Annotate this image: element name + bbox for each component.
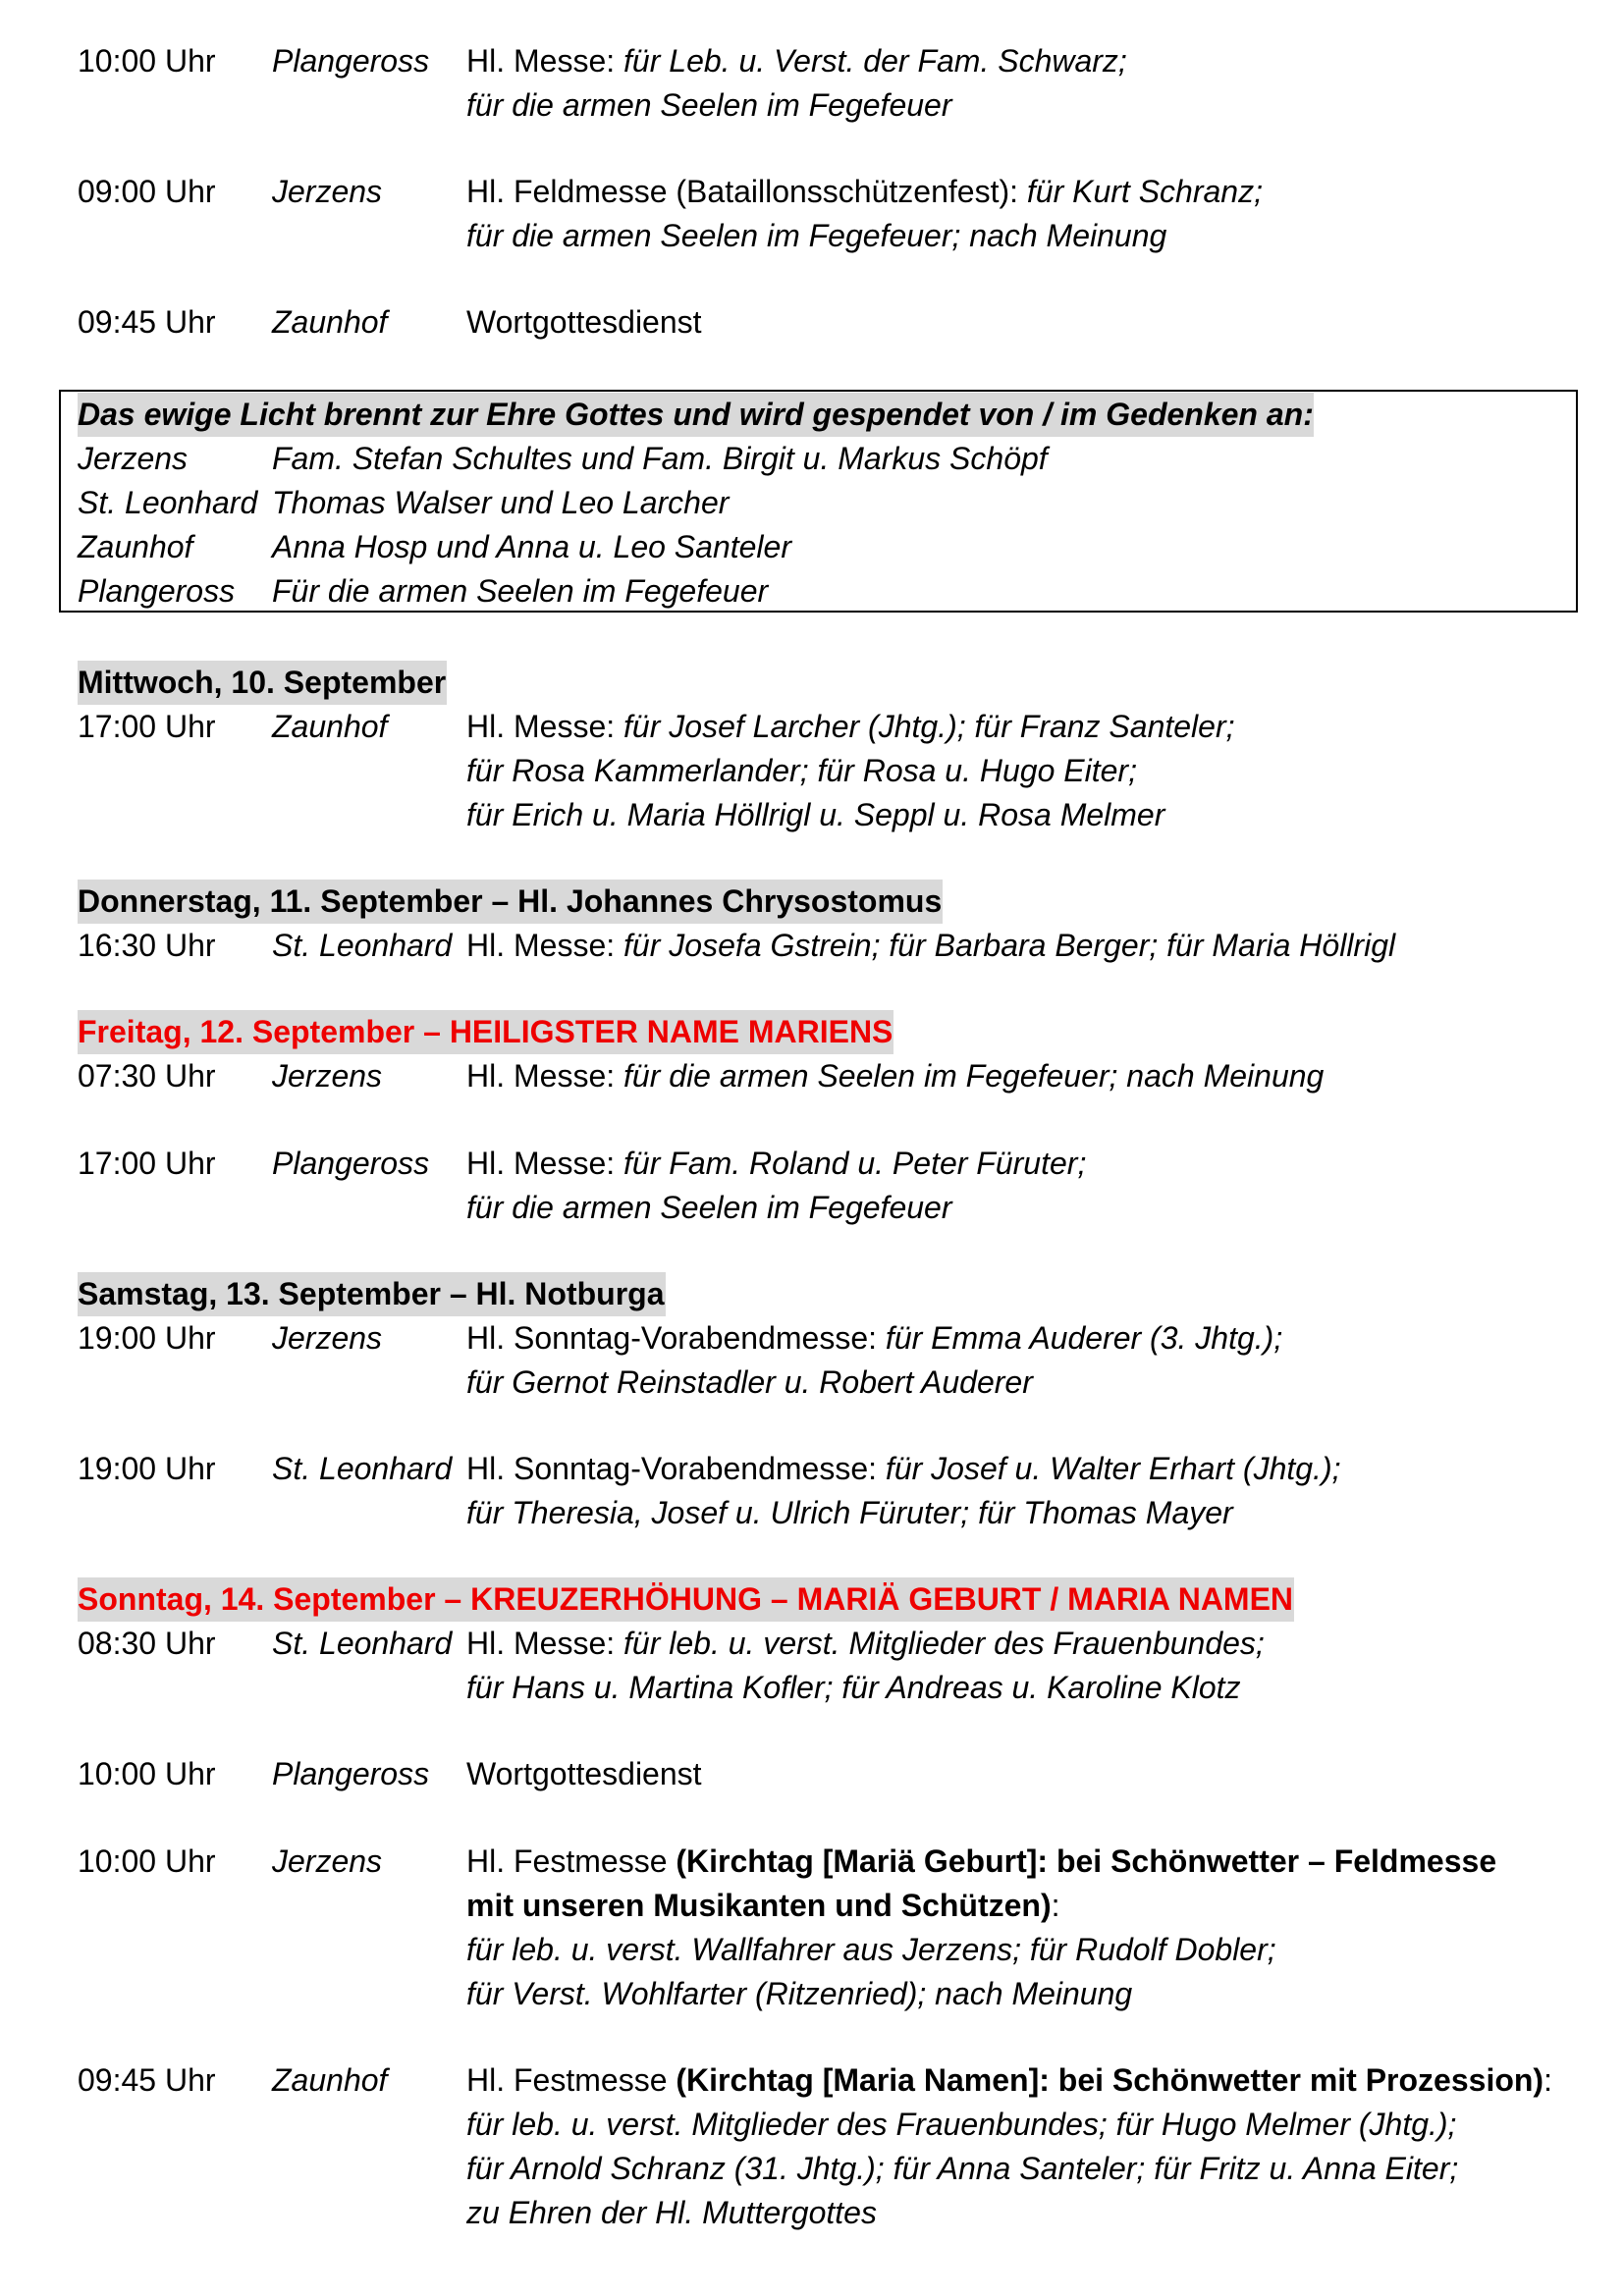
schedule-entry-continuation: [0, 214, 1624, 258]
entry-place: Zaunhof: [272, 709, 388, 744]
entry-type: Hl. Messe:: [466, 709, 624, 744]
entry-place: Jerzens: [272, 1320, 383, 1356]
schedule-entry: [0, 1752, 1624, 1796]
schedule-entry-continuation: [0, 1666, 1624, 1710]
schedule-entry-continuation: [0, 1972, 1624, 2016]
eternal-light-row: [0, 481, 1624, 525]
schedule-entry: [0, 1054, 1624, 1098]
schedule-entry: [0, 1447, 1624, 1491]
day-header: Donnerstag, 11. September – Hl. Johannes Chrysostomus: [78, 880, 943, 924]
entry-time: 17:00 Uhr: [78, 709, 216, 744]
entry-place: Zaunhof: [272, 2062, 388, 2098]
entry-intention: für leb. u. verst. Mitglieder des Frauenbundes; für Hugo Melmer (Jhtg.);: [466, 2107, 1457, 2142]
entry-time: 10:00 Uhr: [78, 1843, 216, 1879]
entry-type: Hl. Festmesse: [466, 1843, 677, 1879]
entry-type: Hl. Messe:: [466, 43, 624, 79]
entry-note: mit unseren Musikanten und Schützen): [466, 1888, 1052, 1923]
eternal-light-title: Das ewige Licht brennt zur Ehre Gottes und wird gespendet von / im Gedenken an:: [78, 393, 1314, 437]
entry-colon: :: [1543, 2062, 1552, 2098]
schedule-entry: [0, 300, 1624, 345]
eternal-light-donor: Anna Hosp und Anna u. Leo Santeler: [272, 529, 791, 564]
entry-type: Hl. Messe:: [466, 928, 624, 963]
schedule-entry-continuation: [0, 1361, 1624, 1405]
schedule-entry-continuation: [0, 793, 1624, 837]
entry-type: Hl. Messe:: [466, 1146, 624, 1181]
entry-intention: für die armen Seelen im Fegefeuer: [466, 1190, 952, 1225]
entry-intention: für leb. u. verst. Wallfahrer aus Jerzens; für Rudolf Dobler;: [466, 1932, 1276, 1967]
entry-place: Zaunhof: [272, 304, 388, 340]
schedule-entry: [0, 1316, 1624, 1361]
entry-place: Plangeross: [272, 1756, 430, 1791]
entry-time: 09:00 Uhr: [78, 174, 216, 209]
eternal-light-place: St. Leonhard: [78, 485, 258, 520]
schedule-entry: [0, 1622, 1624, 1666]
entry-intention: für Gernot Reinstadler u. Robert Auderer: [466, 1364, 1033, 1400]
schedule-entry-continuation: [0, 1884, 1624, 1928]
entry-type: Hl. Festmesse: [466, 2062, 677, 2098]
day-header-feast: Freitag, 12. September – HEILIGSTER NAME MARIENS: [78, 1010, 893, 1054]
schedule-entry: [0, 924, 1624, 968]
entry-time: 10:00 Uhr: [78, 43, 216, 79]
entry-time: 08:30 Uhr: [78, 1626, 216, 1661]
schedule-entry: [0, 170, 1624, 214]
entry-time: 09:45 Uhr: [78, 2062, 216, 2098]
entry-intention: für die armen Seelen im Fegefeuer; nach Meinung: [466, 218, 1167, 253]
schedule-entry: [0, 705, 1624, 749]
entry-time: 07:30 Uhr: [78, 1058, 216, 1094]
entry-intention: für die armen Seelen im Fegefeuer: [466, 87, 952, 123]
entry-place: Jerzens: [272, 1843, 383, 1879]
entry-intention: für Josef Larcher (Jhtg.); für Franz Santeler;: [623, 709, 1235, 744]
entry-intention: für Leb. u. Verst. der Fam. Schwarz;: [623, 43, 1127, 79]
entry-type: Hl. Sonntag-Vorabendmesse:: [466, 1320, 886, 1356]
schedule-entry: [0, 1840, 1624, 1884]
entry-time: 19:00 Uhr: [78, 1320, 216, 1356]
eternal-light-row: [0, 569, 1624, 614]
entry-intention: für Rosa Kammerlander; für Rosa u. Hugo Eiter;: [466, 753, 1137, 788]
entry-place: St. Leonhard: [272, 928, 453, 963]
eternal-light-donor: Fam. Stefan Schultes und Fam. Birgit u. Markus Schöpf: [272, 441, 1048, 476]
entry-intention: für Fam. Roland u. Peter Füruter;: [623, 1146, 1087, 1181]
entry-place: St. Leonhard: [272, 1626, 453, 1661]
entry-intention: für Arnold Schranz (31. Jhtg.); für Anna Santeler; für Fritz u. Anna Eiter;: [466, 2151, 1459, 2186]
entry-place: Jerzens: [272, 1058, 383, 1094]
eternal-light-donor: Thomas Walser und Leo Larcher: [272, 485, 730, 520]
entry-type: Hl. Feldmesse (Bataillonsschützenfest):: [466, 174, 1027, 209]
eternal-light-place: Jerzens: [78, 441, 189, 476]
entry-note: (Kirchtag [Maria Namen]: bei Schönwetter mit Prozession): [676, 2062, 1544, 2098]
entry-intention: für Josef u. Walter Erhart (Jhtg.);: [885, 1451, 1341, 1486]
entry-intention: für Kurt Schranz;: [1026, 174, 1263, 209]
eternal-light-row: [0, 437, 1624, 481]
schedule-entry-continuation: [0, 2191, 1624, 2235]
entry-type: Hl. Sonntag-Vorabendmesse:: [466, 1451, 886, 1486]
schedule-entry-continuation: [0, 2103, 1624, 2147]
day-header: Mittwoch, 10. September: [78, 661, 447, 705]
entry-intention: für die armen Seelen im Fegefeuer; nach Meinung: [623, 1058, 1325, 1094]
entry-intention: für Hans u. Martina Kofler; für Andreas u. Karoline Klotz: [466, 1670, 1241, 1705]
eternal-light-place: Zaunhof: [78, 529, 193, 564]
schedule-entry-continuation: [0, 83, 1624, 128]
schedule-entry-continuation: [0, 1186, 1624, 1230]
entry-intention: für leb. u. verst. Mitglieder des Frauenbundes;: [623, 1626, 1265, 1661]
entry-type: Wortgottesdienst: [466, 304, 702, 340]
entry-intention: für Verst. Wohlfarter (Ritzenried); nach Meinung: [466, 1976, 1133, 2011]
entry-intention: für Emma Auderer (3. Jhtg.);: [885, 1320, 1283, 1356]
schedule-entry: [0, 39, 1624, 83]
entry-time: 16:30 Uhr: [78, 928, 216, 963]
entry-time: 10:00 Uhr: [78, 1756, 216, 1791]
schedule-entry-continuation: [0, 2147, 1624, 2191]
schedule-entry: [0, 1142, 1624, 1186]
entry-place: Plangeross: [272, 43, 430, 79]
schedule-entry: [0, 2058, 1624, 2103]
entry-colon: :: [1051, 1888, 1060, 1923]
eternal-light-place: Plangeross: [78, 573, 236, 609]
entry-intention: für Erich u. Maria Höllrigl u. Seppl u. Rosa Melmer: [466, 797, 1165, 832]
entry-place: Plangeross: [272, 1146, 430, 1181]
entry-time: 09:45 Uhr: [78, 304, 216, 340]
eternal-light-row: [0, 525, 1624, 569]
schedule-entry-continuation: [0, 1928, 1624, 1972]
entry-type: Wortgottesdienst: [466, 1756, 702, 1791]
entry-type: Hl. Messe:: [466, 1058, 624, 1094]
entry-place: St. Leonhard: [272, 1451, 453, 1486]
entry-type: Hl. Messe:: [466, 1626, 624, 1661]
entry-intention: für Josefa Gstrein; für Barbara Berger; für Maria Höllrigl: [623, 928, 1396, 963]
entry-time: 19:00 Uhr: [78, 1451, 216, 1486]
entry-intention: zu Ehren der Hl. Muttergottes: [466, 2195, 877, 2230]
day-header-feast: Sonntag, 14. September – KREUZERHÖHUNG – MARIÄ GEBURT / MARIA NAMEN: [78, 1577, 1294, 1622]
entry-time: 17:00 Uhr: [78, 1146, 216, 1181]
entry-note: (Kirchtag [Mariä Geburt]: bei Schönwetter – Feldmesse: [676, 1843, 1497, 1879]
eternal-light-donor: Für die armen Seelen im Fegefeuer: [272, 573, 769, 609]
entry-intention: für Theresia, Josef u. Ulrich Füruter; für Thomas Mayer: [466, 1495, 1233, 1530]
entry-place: Jerzens: [272, 174, 383, 209]
schedule-entry-continuation: [0, 749, 1624, 793]
schedule-entry-continuation: [0, 1491, 1624, 1535]
day-header: Samstag, 13. September – Hl. Notburga: [78, 1272, 666, 1316]
